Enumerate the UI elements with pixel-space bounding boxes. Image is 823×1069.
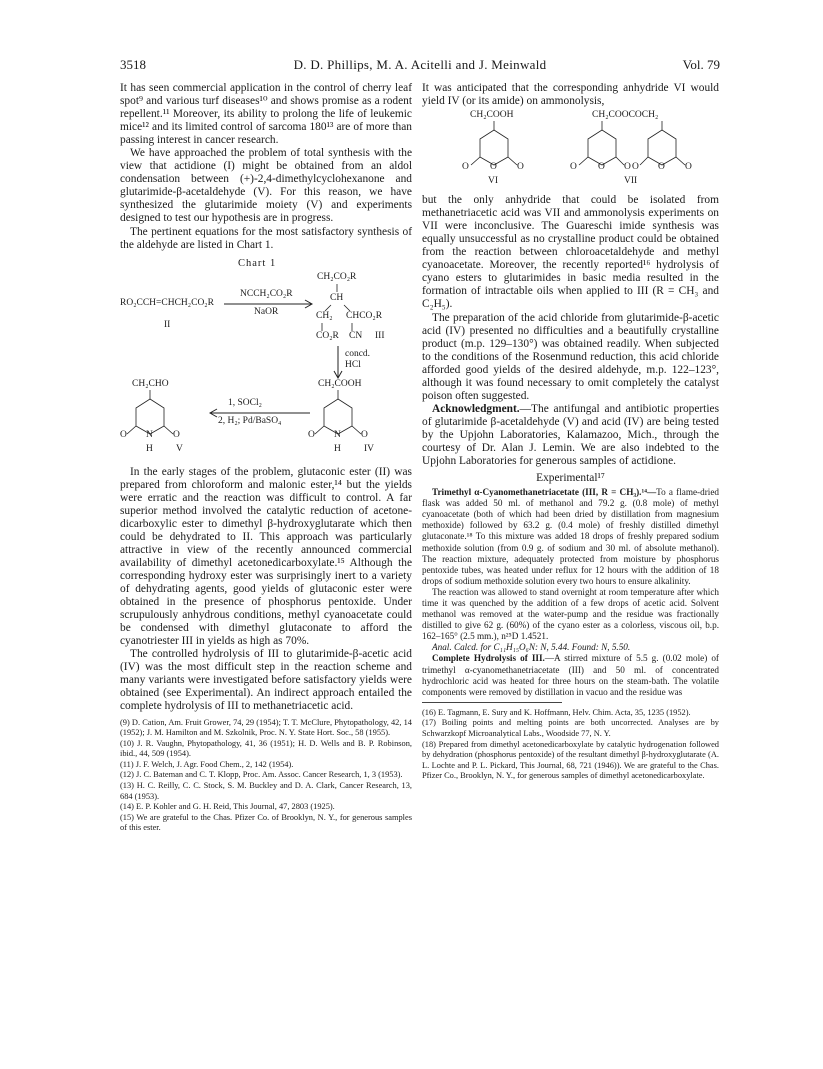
chem-label: N bbox=[334, 429, 341, 440]
reagent-label: 1, SOCl₂ bbox=[228, 397, 262, 408]
page-header bbox=[120, 57, 720, 75]
chem-label: CH₂COOH bbox=[470, 110, 514, 121]
chem-label: N bbox=[146, 429, 153, 440]
left-column bbox=[120, 82, 412, 834]
compound-number: II bbox=[164, 319, 171, 330]
reagent-label: concd. bbox=[345, 348, 371, 359]
volume-number: Vol. 79 bbox=[682, 57, 720, 72]
experimental-paragraph: The reaction was allowed to stand overnight at room temperature after which time it was quenched by the addition of a few drops of acetic acid. Solvent methanol was removed at the water-pump and the residue was fractionally distilled to give 62 g. (60%) of the cyano ester as a colorless, viscous oil, b.p. 162–165° (2.5 mm.), n²⁵D 1.4521. bbox=[422, 586, 719, 642]
chem-label: O bbox=[308, 429, 315, 440]
chem-label: O bbox=[120, 429, 127, 440]
footnote-rule bbox=[422, 702, 562, 703]
anhydride-structures bbox=[422, 108, 719, 194]
paragraph: It has seen commercial application in the control of cherry leaf spot⁹ and various turf diseases¹⁰ and shows promise as a rodent repellent.¹¹ Moreover, its ability to prolong the life of leukemic mice¹² and its limited control of sarcoma 180¹³ are of more than passing interest in cancer research. bbox=[120, 82, 412, 147]
paragraph: The preparation of the acid chloride from glutarimide-β-acetic acid (IV) presented no difficulties and a beautifully crystalline product (m.p. 129–130°) was obtained readily. When subjected to the conditions of the Rosenmund reduction, this acid chloride afforded good yields of the desired aldehyde, m.p. 122–123°, although it was found necessary to omit completely the catalyst poison often suggested. bbox=[422, 311, 719, 402]
compound-number: IV bbox=[364, 443, 375, 454]
chem-label: O bbox=[624, 162, 631, 173]
chem-label: O bbox=[361, 429, 368, 440]
chem-label: O bbox=[570, 162, 577, 173]
compound-number: VII bbox=[624, 176, 638, 187]
footnote: (12) J. C. Bateman and C. T. Klopp, Proc. Am. Assoc. Cancer Research, 1, 3 (1953). bbox=[120, 770, 403, 780]
page-number: 3518 bbox=[120, 57, 146, 72]
acknowledgment-title: Acknowledgment. bbox=[432, 402, 520, 415]
paragraph: In the early stages of the problem, glutaconic ester (II) was prepared from chloroform and malonic ester,¹⁴ but the yields were erratic and the reaction was difficult to control. A far superior method involved the catalytic reduction of acetone-dicarboxylic ester to dimethyl β-hydroxyglutarate which then could be dehydrated to II. This approach was particularly attractive in view of the recently announced commercial availability of dimethyl acetonedicarboxylate.¹⁵ Although the corresponding hydroxy ester was surprisingly inert to a variety of dehydrating agents, good yields of glutaconic ester were obtained in the presence of phosphorus pentoxide. Under scrupulously anhydrous conditions, methyl cyanoacetate could be condensed with dimethyl glutaconate to afford the cyanotriester III in yields as high as 70%. bbox=[120, 465, 412, 648]
chem-label: CHCO₂R bbox=[346, 310, 383, 321]
paragraph: It was anticipated that the corresponding anhydride VI would yield IV (or its amide) on ammonolysis, bbox=[422, 82, 719, 108]
chem-label: O bbox=[517, 162, 524, 173]
chem-label: CH₂ bbox=[316, 310, 333, 321]
chem-label: O bbox=[685, 162, 692, 173]
chem-label: H bbox=[146, 443, 153, 454]
chem-label: CO₂R bbox=[316, 330, 339, 341]
chem-label: O bbox=[490, 162, 497, 173]
chem-label: O bbox=[173, 429, 180, 440]
footnotes-left bbox=[120, 718, 412, 835]
reagent-label: HCl bbox=[345, 359, 361, 370]
acknowledgment-text: —The antifungal and antibiotic properties of glutarimide β-acetaldehyde (V) and acid (IV) are being tested by the Upjohn Laboratories, Kalamazoo, Mich., through the courtesy of Dr. Alan J. Lemin. We are also indebted to the Upjohn Laboratories for generous samples of actidione. bbox=[422, 402, 719, 468]
footnote: (10) J. R. Vaughn, Phytopathology, 41, 36 (1951); H. D. Wells and B. P. Robinson, ibid., 44, 509 (1954). bbox=[120, 738, 412, 759]
running-authors: D. D. Phillips, M. A. Acitelli and J. Meinwald bbox=[293, 57, 547, 72]
experimental-subtitle: Complete Hydrolysis of III. bbox=[432, 653, 545, 664]
experimental-paragraph bbox=[422, 487, 719, 587]
compound-number: V bbox=[176, 443, 183, 454]
experimental-heading: Experimental¹⁷ bbox=[536, 472, 605, 485]
chem-label: CH₂CO₂R bbox=[317, 271, 357, 282]
compound-number: VI bbox=[488, 176, 499, 187]
chem-label: CH₂CHO bbox=[132, 378, 169, 389]
footnote: (16) E. Tagmann, E. Sury and K. Hoffmann, Helv. Chim. Acta, 35, 1235 (1952). bbox=[422, 707, 691, 717]
chart-1-scheme bbox=[120, 258, 412, 458]
reagent-label: NaOR bbox=[254, 306, 279, 317]
chem-label: CH₂COOH bbox=[318, 378, 362, 389]
paragraph: The pertinent equations for the most satisfactory synthesis of the aldehyde are listed in Chart 1. bbox=[120, 225, 412, 251]
chem-label: O bbox=[632, 162, 639, 173]
paragraph: but the only anhydride that could be isolated from methanetriacetic acid was VII and ammonolysis experiments on VII were inconclusive. The Guareschi imide synthesis was equally unsuccessful as no crystalline product could be obtained from the reaction between chloroacetaldehyde and methyl cyanoacetate. Moreover, the recently reported¹⁶ hydrolysis of cyano esters to glutarimides in basic media resulted in the formation of intractable oils when applied to III (R = CH₃ and C₂H₅). bbox=[422, 194, 719, 311]
paragraph: We have approached the problem of total synthesis with the view that actidione (I) might be obtained from an aldol condensation between (+)-2,4-dimethylcyclohexanone and glutarimide-β-acetaldehyde (V). For this reason, we have synthesized the glutarimide moiety (V) and experiments designed to test our hypothesis are in progress. bbox=[120, 147, 412, 225]
footnotes-right bbox=[422, 708, 719, 782]
chem-label: CH bbox=[330, 292, 344, 303]
acknowledgment bbox=[422, 403, 719, 468]
chart-title: Chart 1 bbox=[238, 257, 277, 269]
chem-label: H bbox=[334, 443, 341, 454]
footnote: (13) H. C. Reilly, C. C. Stock, S. M. Buckley and D. A. Clark, Cancer Research, 13, 684 (1953). bbox=[120, 781, 412, 801]
footnote: (9) D. Cation, Am. Fruit Grower, 74, 29 (1954); T. T. McClure, Phytopathology, 42, 14 (1952); J. M. Hamilton and M. Szkolnik, Proc. N. Y. State Hort. Soc., 58 (1955). bbox=[120, 717, 412, 738]
right-column bbox=[422, 82, 719, 782]
chem-label: O bbox=[658, 162, 665, 173]
footnote: (11) J. F. Welch, J. Agr. Food Chem., 2, 142 (1954). bbox=[120, 759, 294, 769]
compound-number: III bbox=[375, 330, 385, 341]
analysis-line: Anal. Calcd. for C₁₁H₁₅O₆N: N, 5.44. Found: N, 5.50. bbox=[432, 642, 631, 653]
paragraph: The controlled hydrolysis of III to glutarimide-β-acetic acid (IV) was the most difficult step in the reaction scheme and many variants were investigated before satisfactory yields were obtained (see Experimental). An indirect approach entailed the complete hydrolysis of III to methanetriacetic acid. bbox=[120, 648, 412, 713]
reagent-label: NCCH₂CO₂R bbox=[240, 288, 293, 299]
footnote: (17) Boiling points and melting points are both uncorrected. Analyses are by Schwarzkopf Microanalytical Labs., Woodside 77, N. Y. bbox=[422, 718, 719, 739]
experimental-paragraph bbox=[422, 653, 719, 697]
footnote: (18) Prepared from dimethyl acetonedicarboxylate by catalytic hydrogenation followed by dehydration (phosphorus pentoxide) of the resultant dimethyl β-hydroxyglutarate (A. L. Lochte and P. L. Pickard, This Journal, 68, 721 (1946)). We are grateful to the Chas. Pfizer Co., Brooklyn, N. Y., for generous samples of dimethyl acetonedicarboxylate. bbox=[422, 739, 719, 781]
chem-label: CH₂COOCOCH₂ bbox=[592, 110, 659, 121]
chem-label: O bbox=[462, 162, 469, 173]
experimental-text: To a flame-dried flask was added 50 ml. of methanol and 79.2 g. (0.8 mole) of methyl cyanoacetate (both of which had been dried by distillation from magnesium methoxide) followed by 63.2 g. (0.4 mole) of freshly distilled dimethyl glutaconate.¹⁸ To this mixture was added 18 drops of freshly prepared sodium methoxide solution (from 0.9 g. of sodium and 30 ml. of absolute methanol). The reaction mixture, adequately protected from moisture by phosphorus pentoxide tubes, was heated under reflux for 12 hours with the addition of 18 drops of sodium methoxide solution every two hours to ensure alkalinity. bbox=[422, 487, 719, 586]
footnote: (14) E. P. Kohler and G. H. Reid, This Journal, 47, 2803 (1925). bbox=[120, 802, 335, 812]
chem-label: RO₂CCH=CHCH₂CO₂R bbox=[120, 297, 214, 308]
reagent-label: 2, H₂; Pd/BaSO₄ bbox=[218, 415, 282, 426]
experimental-subtitle: Trimethyl α-Cyanomethanetriacetate (III, R = CH₃).¹⁴— bbox=[432, 487, 657, 498]
footnote: (15) We are grateful to the Chas. Pfizer Co. of Brooklyn, N. Y., for generous samples of this ester. bbox=[120, 812, 412, 833]
chem-label: CN bbox=[349, 330, 363, 341]
experimental-text: —A stirred mixture of 5.5 g. (0.02 mole) of trimethyl α-cyanomethanetriacetate (III) and 50 ml. of concentrated hydrochloric acid was heated for three hours on the steam-bath. The volatile components were removed by distillation in vacuo and the residue was bbox=[422, 653, 719, 697]
chem-label: O bbox=[598, 162, 605, 173]
anhydride-rings bbox=[422, 108, 719, 194]
